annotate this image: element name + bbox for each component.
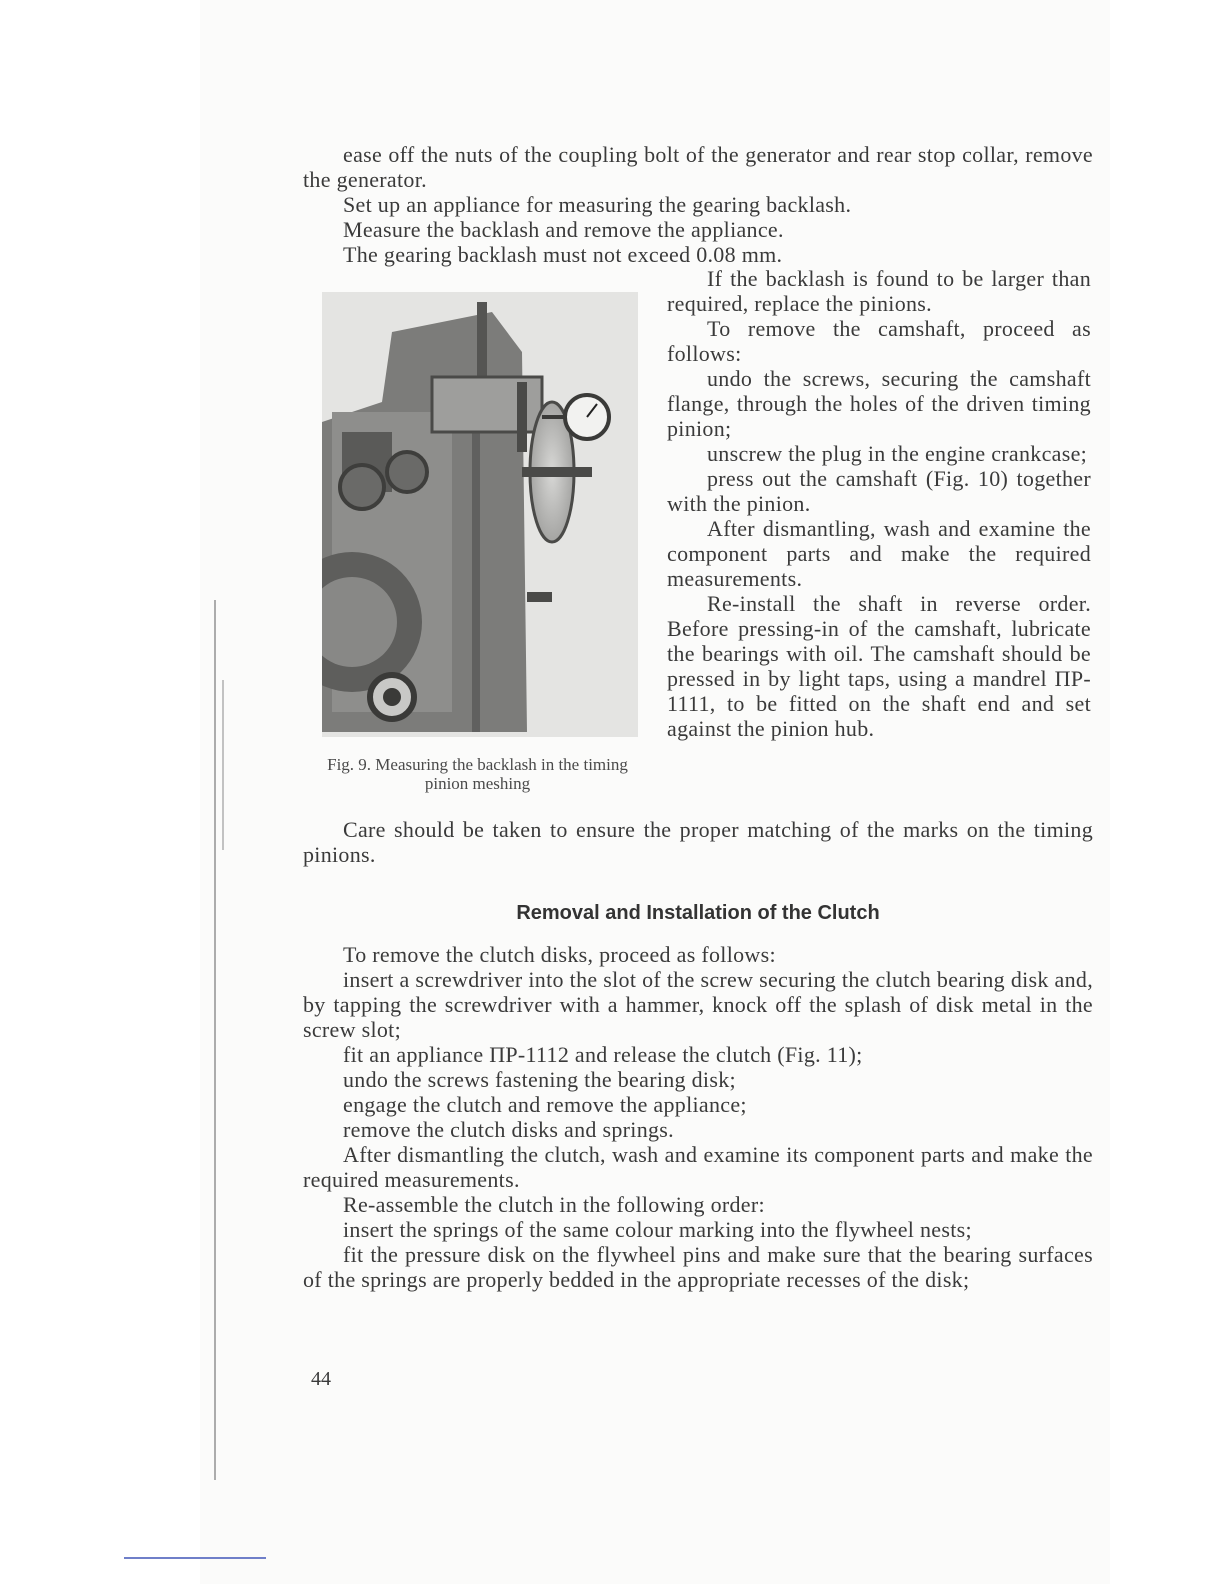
paragraph: insert the springs of the same colour marking into the flywheel nests; xyxy=(343,1217,972,1242)
paragraph: After dismantling the clutch, wash and examine its component parts and make the required measurements. xyxy=(303,1142,1093,1192)
paragraph: Measure the backlash and remove the appliance. xyxy=(343,217,784,242)
paragraph: The gearing backlash must not exceed 0.08 mm. xyxy=(343,242,783,267)
paragraph: Re-install the shaft in reverse order. Before pressing-in of the camshaft, lubricate the bearings with oil. The camshaft should be pressed in by light taps, using a mandrel ПP-1111, to be fitted on the shaft end and set against the pinion hub. xyxy=(667,591,1091,741)
engine-photo-illustration xyxy=(322,292,638,737)
after-figure-text xyxy=(303,817,1093,867)
paragraph: fit the pressure disk on the flywheel pins and make sure that the bearing surfaces of the springs are properly bedded in the appropriate recesses of the disk; xyxy=(303,1242,1093,1292)
binding-shadow-line xyxy=(214,600,216,1480)
figure-caption: Fig. 9. Measuring the backlash in the timing pinion meshing xyxy=(327,755,628,793)
paragraph: After dismantling, wash and examine the component parts and make the required measurements. xyxy=(667,516,1091,591)
paragraph: ease off the nuts of the coupling bolt of the generator and rear stop collar, remove the generator. xyxy=(303,142,1093,192)
paragraph: press out the camshaft (Fig. 10) together with the pinion. xyxy=(667,466,1091,516)
paragraph: Set up an appliance for measuring the gearing backlash. xyxy=(343,192,852,217)
right-column-text xyxy=(667,266,1091,741)
bottom-rule xyxy=(124,1557,266,1559)
paragraph: unscrew the plug in the engine crankcase; xyxy=(707,441,1088,466)
paragraph: undo the screws, securing the camshaft flange, through the holes of the driven timing pinion; xyxy=(667,366,1091,441)
page-number: 44 xyxy=(311,1368,331,1390)
paragraph: To remove the camshaft, proceed as follows: xyxy=(667,316,1091,366)
paragraph: Care should be taken to ensure the proper matching of the marks on the timing pinions. xyxy=(303,817,1093,867)
paragraph: If the backlash is found to be larger than required, replace the pinions. xyxy=(667,266,1091,316)
paragraph: fit an appliance ПP-1112 and release the clutch (Fig. 11); xyxy=(343,1042,863,1067)
paragraph: To remove the clutch disks, proceed as follows: xyxy=(343,942,776,967)
paragraph: insert a screwdriver into the slot of the screw securing the clutch bearing disk and, by tapping the screwdriver with a hammer, knock off the splash of disk metal in the screw slot; xyxy=(303,967,1093,1042)
paragraph: engage the clutch and remove the appliance; xyxy=(343,1092,747,1117)
top-text-block xyxy=(303,142,1093,267)
paragraph: Re-assemble the clutch in the following order: xyxy=(343,1192,765,1217)
paragraph: undo the screws fastening the bearing disk; xyxy=(343,1067,736,1092)
clutch-text-block xyxy=(303,942,1093,1292)
figure-photo xyxy=(322,292,638,737)
section-heading: Removal and Installation of the Clutch xyxy=(516,902,880,924)
paragraph: remove the clutch disks and springs. xyxy=(343,1117,674,1142)
binding-shadow-line xyxy=(222,680,224,850)
